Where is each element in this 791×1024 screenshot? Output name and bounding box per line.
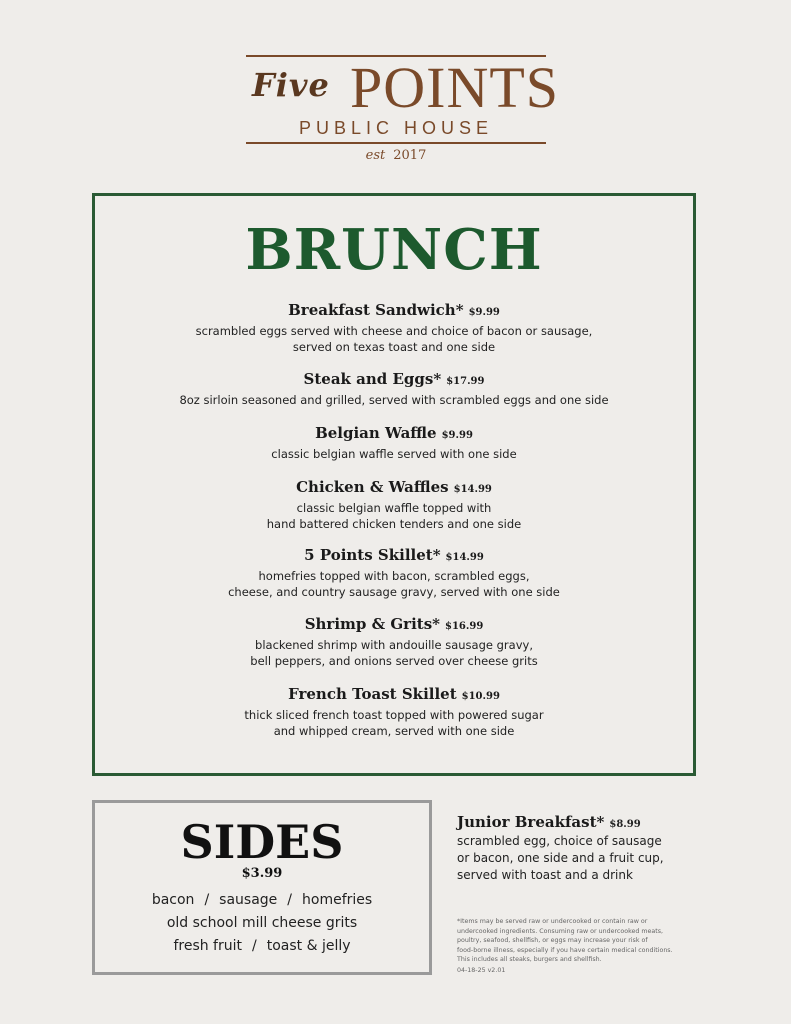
side-item: toast & jelly <box>266 938 351 954</box>
version-label: 04-18-25 v2.01 <box>457 967 506 974</box>
menu-item-french-toast-skillet <box>95 684 693 739</box>
disclaimer-line: poultry, seafood, shellfish, or eggs may increase your risk of <box>457 937 648 944</box>
menu-item-desc: cheese, and country sausage gravy, served with one side <box>228 585 560 599</box>
sides-price: $3.99 <box>241 866 283 881</box>
logo-est-label: est <box>365 148 386 163</box>
menu-item-5-points-skillet <box>95 545 693 600</box>
logo-points: POINTS <box>350 55 560 120</box>
brunch-section <box>92 193 696 776</box>
menu-item-chicken-and-waffles <box>95 477 693 532</box>
menu-item-price: $14.99 <box>453 484 492 495</box>
disclaimer-line: food-borne illness, especially if you have certain medical conditions. <box>457 946 673 954</box>
menu-item-desc: homefries topped with bacon, scrambled eggs, <box>258 569 530 583</box>
menu-item-name: Breakfast Sandwich* <box>288 301 464 319</box>
sides-title: SIDES <box>180 815 344 869</box>
menu-item-name: Chicken & Waffles <box>296 478 449 496</box>
sides-line-3 <box>95 938 429 954</box>
menu-item-shrimp-and-grits <box>95 614 693 669</box>
menu-item-price: $17.99 <box>446 376 485 387</box>
menu-item-desc: and whipped cream, served with one side <box>273 724 515 738</box>
menu-item-name: Steak and Eggs* <box>303 370 442 388</box>
menu-item-desc: blackened shrimp with andouille sausage gravy, <box>255 638 533 652</box>
side-separator: / <box>204 892 210 908</box>
sides-section <box>92 800 432 975</box>
side-item: bacon <box>151 892 195 908</box>
side-separator: / <box>252 938 257 954</box>
menu-item-name: Shrimp & Grits* <box>304 615 441 633</box>
menu-item-desc: bell peppers, and onions served over cheese grits <box>250 654 538 668</box>
logo-established <box>246 148 546 163</box>
menu-item-steak-and-eggs <box>95 369 693 408</box>
logo-public-house: PUBLIC HOUSE <box>298 118 494 138</box>
side-separator: / <box>287 892 292 908</box>
menu-item-desc: thick sliced french toast topped with powered sugar <box>244 708 544 722</box>
menu-item-price: $9.99 <box>441 430 473 441</box>
menu-item-price: $9.99 <box>468 307 500 318</box>
disclaimer-line: undercooked ingredients. Consuming raw or undercooked meats, <box>457 927 664 935</box>
side-item: sausage <box>219 892 278 908</box>
menu-item-breakfast-sandwich <box>95 300 693 355</box>
menu-item-name: Belgian Waffle <box>315 424 437 442</box>
menu-item-junior-breakfast <box>457 812 777 884</box>
menu-item-desc: served on texas toast and one side <box>292 340 496 354</box>
junior-desc-line: served with toast and a drink <box>457 868 633 882</box>
disclaimer-line: This includes all steaks, burgers and shellfish. <box>457 956 602 963</box>
side-item: homefries <box>302 892 373 908</box>
logo-five-script: Five <box>252 66 330 104</box>
menu-item-name: French Toast Skillet <box>288 685 457 703</box>
food-safety-disclaimer <box>457 917 757 965</box>
menu-item-desc: classic belgian waffle topped with <box>296 501 492 515</box>
junior-desc-line: scrambled egg, choice of sausage <box>457 834 662 848</box>
menu-item-desc: 8oz sirloin seasoned and grilled, served with scrambled eggs and one side <box>179 393 609 407</box>
logo-year: 2017 <box>393 148 427 163</box>
sides-line-1 <box>95 892 429 908</box>
logo-bottom-rule <box>246 142 546 144</box>
menu-item-desc <box>457 833 777 884</box>
menu-item-name: 5 Points Skillet* <box>304 546 441 564</box>
menu-item-price: $14.99 <box>445 552 484 563</box>
menu-item-price: $10.99 <box>461 691 500 702</box>
menu-item-name: Junior Breakfast* <box>457 813 605 831</box>
sides-line-2: old school mill cheese grits <box>166 915 358 931</box>
disclaimer-line: *Items may be served raw or undercooked or contain raw or <box>457 918 648 925</box>
side-item: fresh fruit <box>173 938 242 954</box>
junior-desc-line: or bacon, one side and a fruit cup, <box>457 851 664 865</box>
menu-item-belgian-waffle <box>95 423 693 462</box>
menu-item-desc: scrambled eggs served with cheese and choice of bacon or sausage, <box>195 324 593 338</box>
menu-item-desc: hand battered chicken tenders and one side <box>266 517 522 531</box>
menu-item-price: $16.99 <box>445 621 484 632</box>
menu-item-desc: classic belgian waffle served with one side <box>271 447 517 461</box>
brunch-title: BRUNCH <box>245 217 543 283</box>
restaurant-logo <box>246 54 560 166</box>
menu-item-price: $8.99 <box>609 819 641 830</box>
